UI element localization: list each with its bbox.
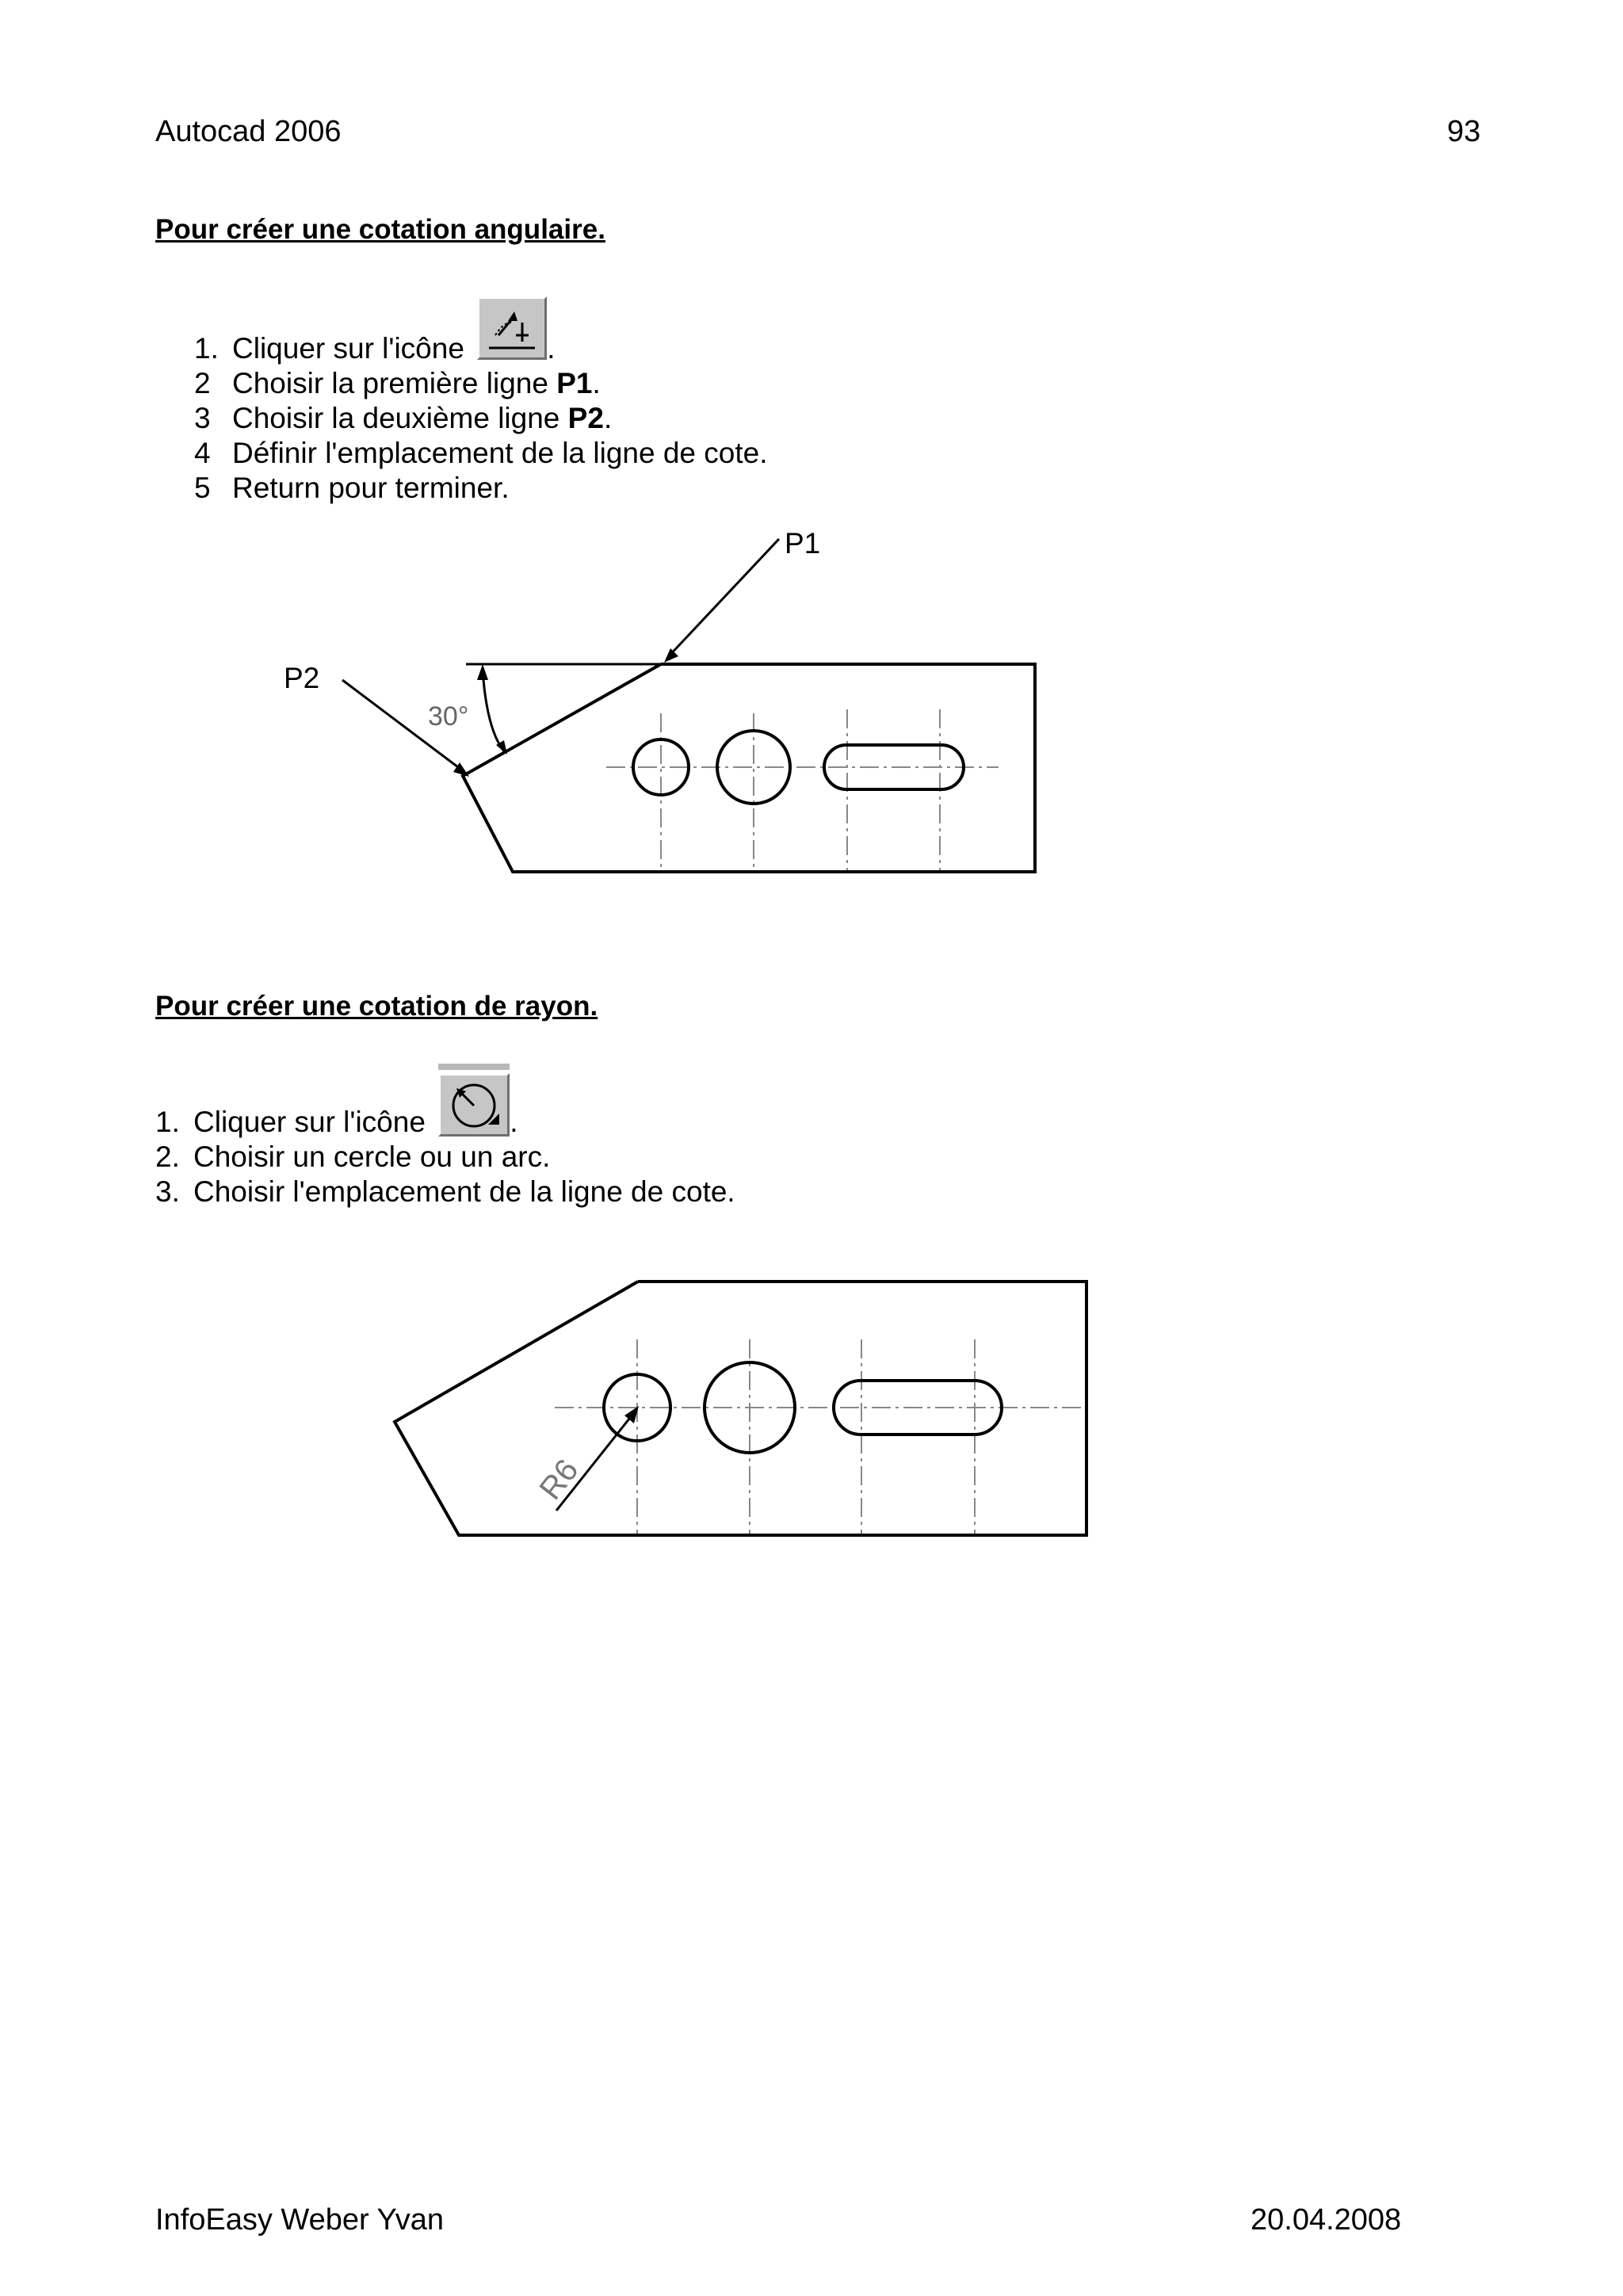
toolbar-strip — [438, 1064, 510, 1070]
section1-heading: Pour créer une cotation angulaire. — [155, 214, 605, 245]
step-number: 2. — [155, 1140, 180, 1173]
step-suffix: . — [547, 332, 556, 365]
step-text: Choisir la deuxième ligne — [232, 402, 568, 434]
step-item — [155, 1064, 735, 1140]
radius-label: R6 — [533, 1453, 586, 1507]
label-p1: P1 — [785, 527, 821, 560]
dimension-arc — [483, 670, 504, 751]
section2-steps — [155, 1064, 735, 1209]
angular-dimension-drawing — [0, 0, 1623, 951]
leader-p1 — [667, 539, 779, 658]
step-text: Cliquer sur l'icône — [232, 332, 464, 365]
page-number: 93 — [1447, 115, 1481, 148]
step-number: 3. — [155, 1175, 180, 1208]
center-lines — [555, 1339, 1084, 1534]
step-number: 1. — [194, 332, 219, 365]
step-number: 3 — [194, 402, 211, 434]
section2-heading: Pour créer une cotation de rayon. — [155, 991, 598, 1022]
step-item — [155, 1140, 735, 1175]
footer-date: 20.04.2008 — [1251, 2203, 1402, 2237]
leader-p1-arrow — [664, 648, 678, 663]
label-p2: P2 — [284, 662, 320, 694]
step-item — [155, 1175, 735, 1209]
radius-dimension-drawing — [0, 1228, 1623, 1585]
step-number: 4 — [194, 437, 211, 469]
step-suffix: . — [510, 1106, 518, 1138]
step-text: Choisir un cercle ou un arc. — [193, 1140, 551, 1173]
step-text: Choisir l'emplacement de la ligne de cote. — [193, 1175, 735, 1208]
step-text: Définir l'emplacement de la ligne de cote. — [232, 437, 768, 469]
step-number: 2 — [194, 367, 211, 399]
radius-dimension-icon[interactable] — [438, 1073, 510, 1137]
step-suffix: . — [603, 402, 613, 434]
header-title: Autocad 2006 — [155, 115, 342, 148]
radius-icon-wrap — [438, 1064, 510, 1137]
step-text: Cliquer sur l'icône — [193, 1106, 426, 1138]
step-bold: P1 — [556, 367, 593, 399]
footer-author: InfoEasy Weber Yvan — [155, 2203, 445, 2237]
step-number: 5 — [194, 472, 211, 504]
step-suffix: . — [592, 367, 601, 399]
step-bold: P2 — [567, 402, 604, 434]
radius-dimension-glyph — [441, 1075, 507, 1134]
arc-arrow-top — [477, 664, 488, 680]
step-text: Return pour terminer. — [232, 472, 510, 504]
step-text: Choisir la première ligne — [232, 367, 557, 399]
angle-label: 30° — [428, 701, 469, 732]
step-number: 1. — [155, 1106, 180, 1138]
